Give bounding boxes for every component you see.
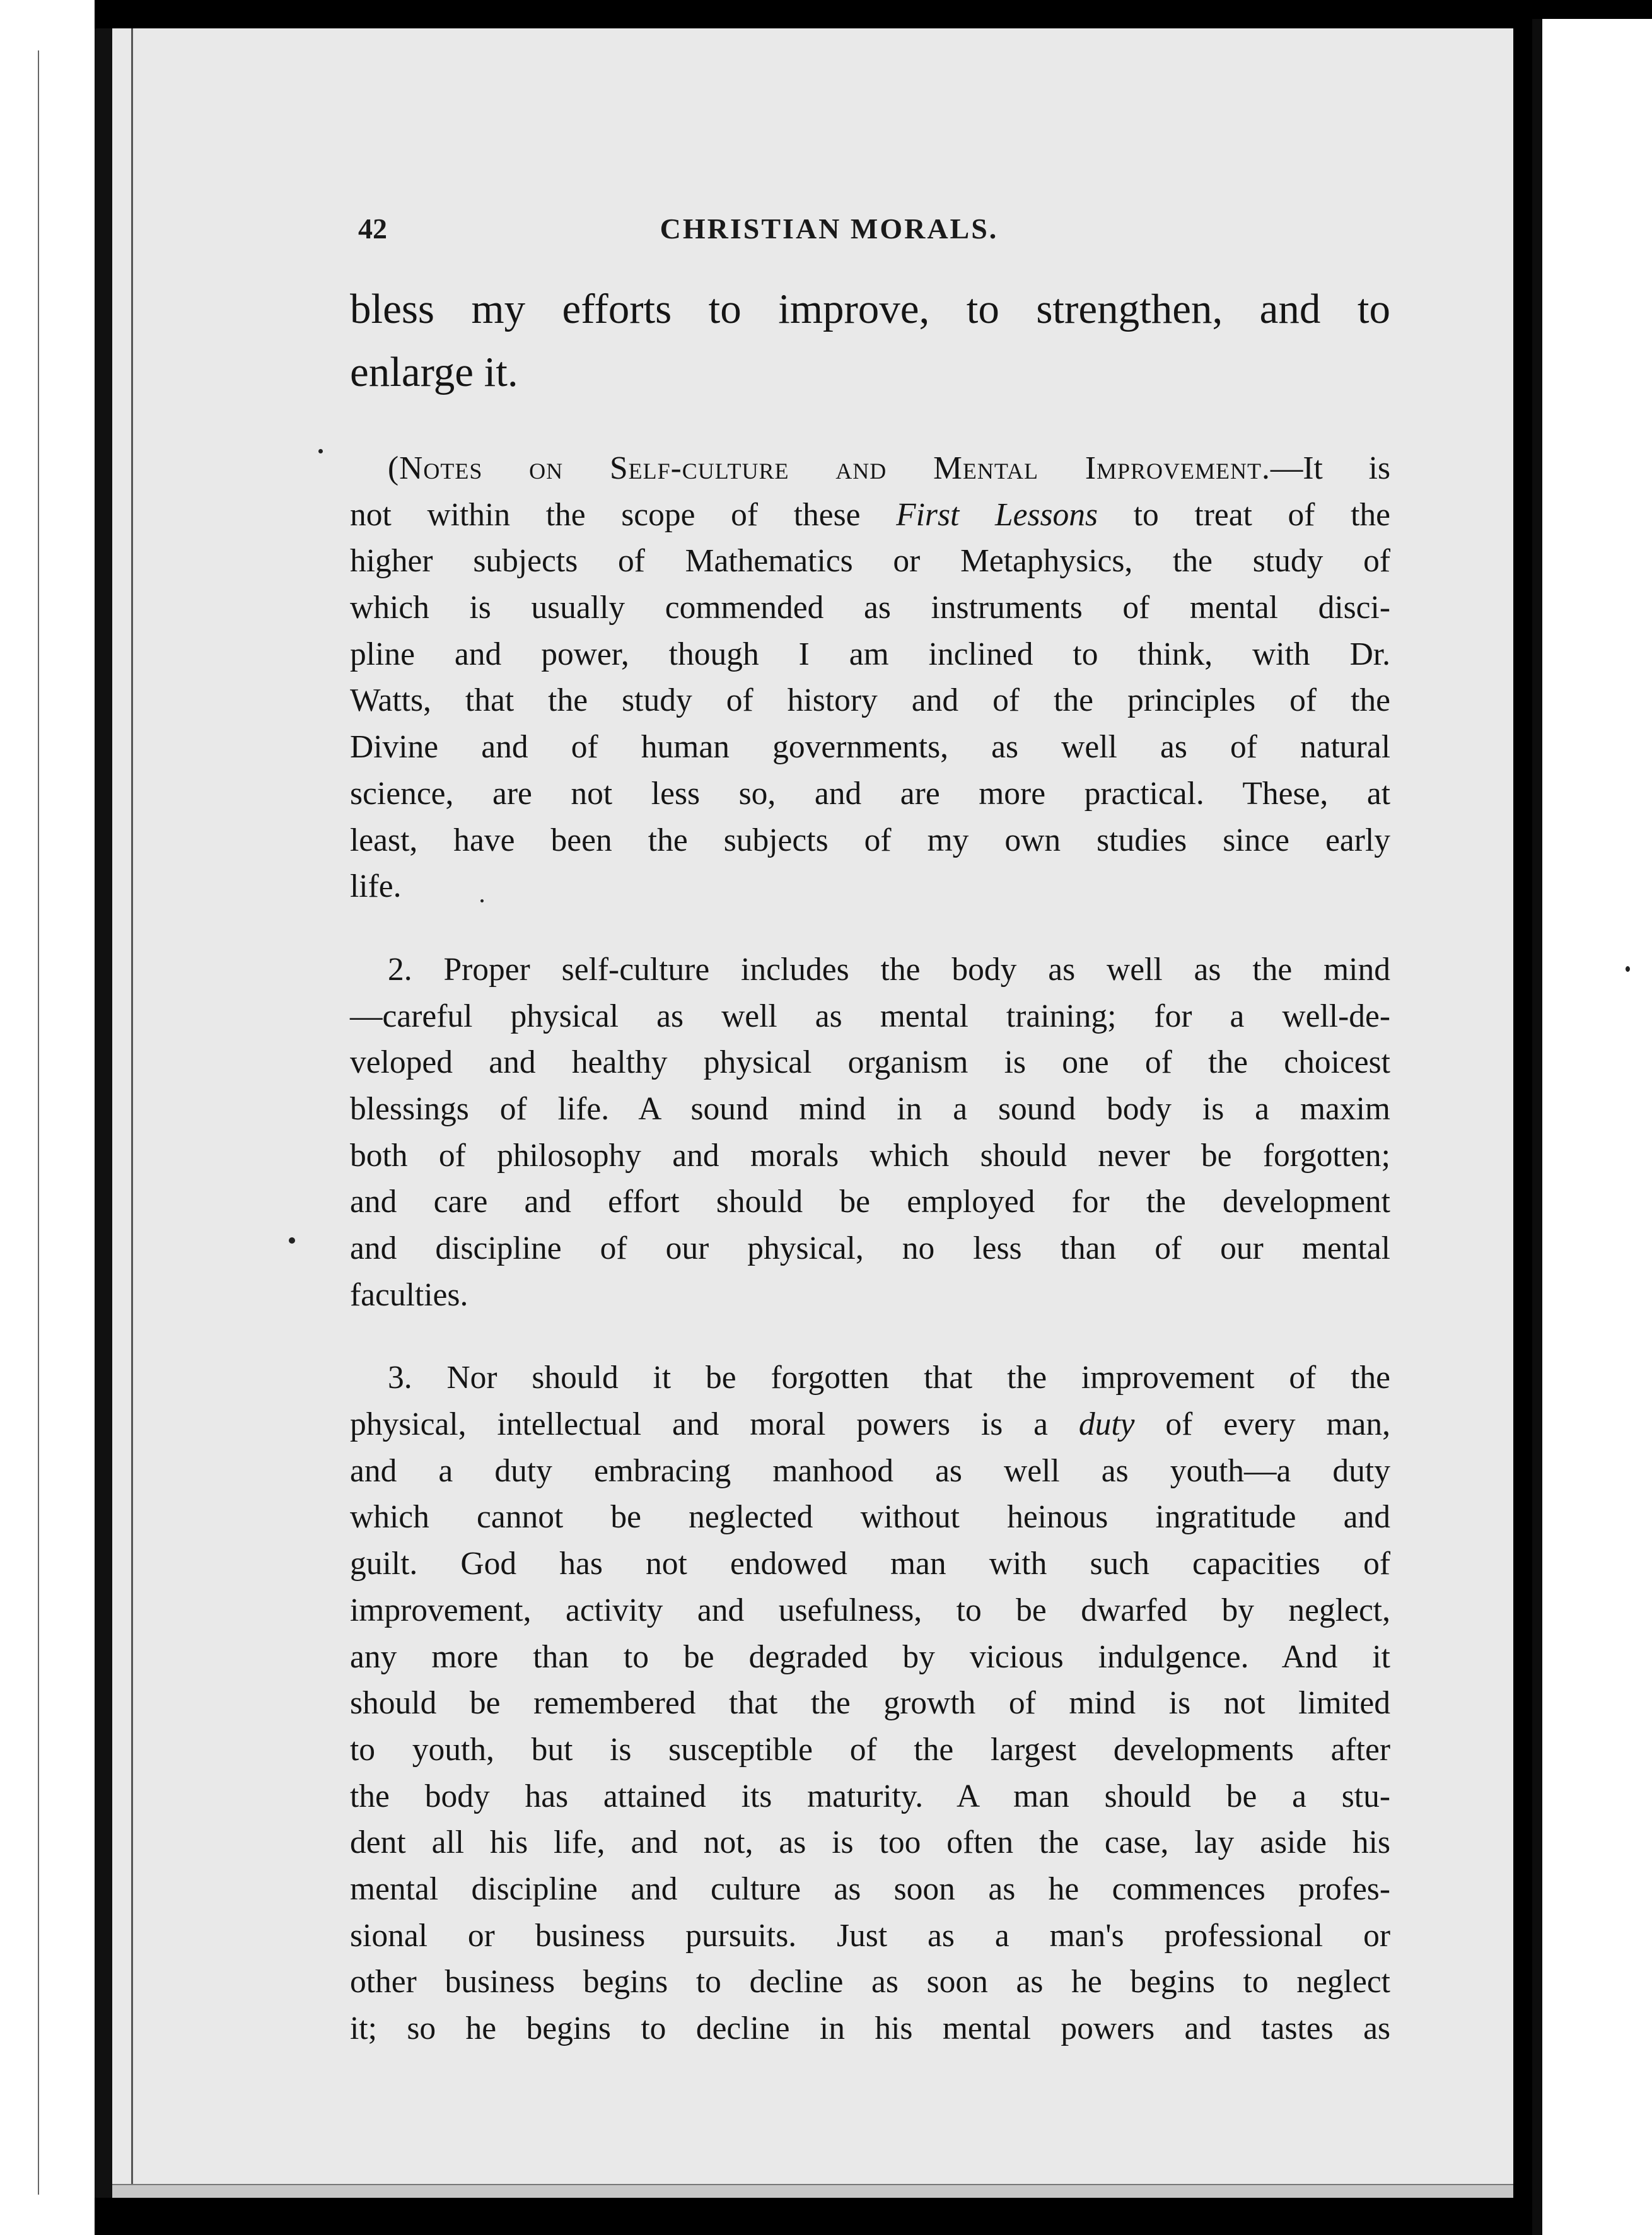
text-line: it; so he begins to decline in his mental powers and tastes as: [350, 2010, 1390, 2046]
text-run: —It is: [1270, 450, 1390, 486]
text-line: improvement, activity and usefulness, to be dwarfed by neglect,: [350, 1592, 1390, 1628]
book-spine: [1532, 19, 1542, 2235]
text-line: higher subjects of Mathematics or Metaphysics, the study of: [350, 543, 1390, 580]
text-line: and care and effort should be employed for the development: [350, 1184, 1390, 1220]
text-line: veloped and healthy physical organism is one of the choicest: [350, 1044, 1390, 1081]
text-line: [350, 1401, 1390, 1448]
text-line: which is usually commended as instruments of mental disci-: [350, 590, 1390, 626]
text-line: bless my efforts to improve, to strengthen, and to: [350, 286, 1390, 332]
text-line: life.: [350, 868, 402, 905]
text-line: [350, 947, 1390, 993]
text-line: enlarge it.: [350, 349, 518, 395]
text-line: the body has attained its maturity. A man should be a stu-: [350, 1778, 1390, 1814]
text-line: which cannot be neglected without heinous ingratitude and: [350, 1499, 1390, 1536]
scan-speck: [318, 449, 323, 453]
margin-hairline: [38, 50, 39, 2195]
text-line: Watts, that the study of history and of the principles of the: [350, 682, 1390, 719]
notes-heading: (Notes on Self-culture and Mental Improvement.: [388, 450, 1271, 486]
text-line: guilt. God has not endowed man with such capacities of: [350, 1546, 1390, 1582]
scan-speck: [289, 1237, 295, 1244]
page-number: 42: [358, 213, 387, 245]
page-text: [350, 277, 1390, 2052]
facing-page-edge: [1532, 19, 1652, 2235]
text-line: and discipline of our physical, no less than of our mental: [350, 1230, 1390, 1266]
paragraph-3: [350, 1355, 1390, 2051]
text-line: sional or business pursuits. Just as a man's professional or: [350, 1917, 1390, 1954]
text-run: 2. Proper self-culture includes the body as well as the mind: [388, 951, 1390, 988]
text-run: of every man,: [1134, 1406, 1390, 1443]
text-line: faculties.: [350, 1276, 468, 1313]
scan-left-margin: [0, 0, 95, 2235]
page-bottom-edge: [112, 2184, 1513, 2198]
text-run: physical, intellectual and moral powers is a: [350, 1406, 1079, 1443]
text-line: least, have been the subjects of my own studies since early: [350, 822, 1390, 858]
lead-paragraph: [350, 277, 1390, 404]
text-line: mental discipline and culture as soon as he commences profes-: [350, 1870, 1390, 1907]
text-line: should be remembered that the growth of mind is not limited: [350, 1685, 1390, 1722]
running-head: [265, 201, 1393, 257]
text-line: dent all his life, and not, as is too often the case, lay aside his: [350, 1824, 1390, 1861]
text-line: [350, 492, 1390, 539]
paragraph-2: [350, 947, 1390, 1319]
running-title: CHRISTIAN MORALS.: [660, 213, 999, 245]
italic-emphasis: duty: [1078, 1406, 1135, 1443]
text-line: to youth, but is susceptible of the largest developments after: [350, 1731, 1390, 1768]
text-line: pline and power, though I am inclined to think, with Dr.: [350, 636, 1390, 672]
scan-speck: [1626, 966, 1630, 972]
text-run: to treat of the: [1098, 496, 1390, 533]
text-line: Divine and of human governments, as well as of natural: [350, 729, 1390, 766]
page-gutter-rule: [131, 28, 133, 2198]
text-line: [350, 1355, 1390, 1401]
text-line: any more than to be degraded by vicious indulgence. And it: [350, 1638, 1390, 1675]
notes-paragraph: [350, 445, 1390, 910]
italic-title: First Lessons: [896, 496, 1098, 533]
text-run: 3. Nor should it be forgotten that the improvement of the: [388, 1360, 1390, 1396]
text-line: science, are not less so, and are more practical. These, at: [350, 775, 1390, 812]
text-line: blessings of life. A sound mind in a sound body is a maxim: [350, 1090, 1390, 1127]
text-line: other business begins to decline as soon as he begins to neglect: [350, 1964, 1390, 2000]
text-run: not within the scope of these: [350, 496, 897, 533]
text-line: [350, 445, 1390, 492]
text-line: and a duty embracing manhood as well as youth—a duty: [350, 1452, 1390, 1489]
text-line: both of philosophy and morals which should never be forgotten;: [350, 1137, 1390, 1174]
text-line: —careful physical as well as mental training; for a well-de-: [350, 998, 1390, 1034]
